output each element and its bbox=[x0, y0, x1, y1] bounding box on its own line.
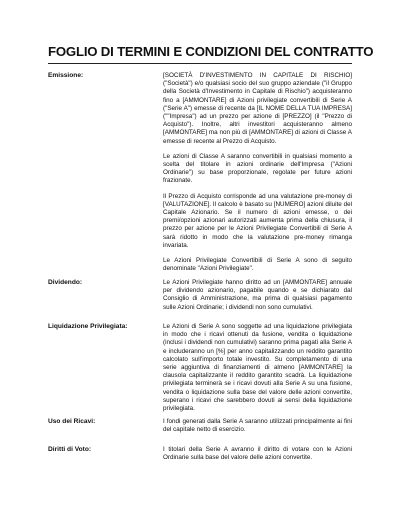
title-underline bbox=[48, 63, 352, 64]
section-content bbox=[163, 72, 352, 273]
section-paragraph: I titolari della Serie A avranno il diritto di votare con le Azioni Ordinarie sulla base del valore delle azioni convertite. bbox=[163, 446, 352, 462]
section-content bbox=[163, 418, 352, 434]
section-paragraph: Le Azioni Privilegiate Convertibili di Serie A sono di seguito denominate "Azioni Privilegiate". bbox=[163, 257, 352, 273]
document-title: FOGLIO DI TERMINI E CONDIZIONI DEL CONTRATTO bbox=[48, 44, 374, 59]
section-paragraph: Il Prezzo di Acquisto corrisponde ad una valutazione pre-money di [VALUTAZIONE]. Il calcolo è basato su [NUMERO] azioni diluite del Capitale Azionario. Se il numero di azioni emesse, o dei premi/opzioni azionari autorizzati aumenta prima della chiusura, il prezzo per azione per le Azioni Privilegiate Convertibili di Serie A sarà ridotto in modo che la valutazione pre-money rimanga invariata. bbox=[163, 192, 352, 249]
section-label: Diritti di Voto: bbox=[48, 446, 92, 453]
section-content bbox=[163, 323, 352, 413]
section-label: Uso dei Ricavi: bbox=[48, 418, 96, 425]
section-paragraph: I fondi generati dalla Serie A saranno utilizzati principalmente ai fini del capitale netto di esercizio. bbox=[163, 418, 352, 434]
section-paragraph: [SOCIETÀ D'INVESTIMENTO IN CAPITALE DI RISCHIO] ("Società") e/o qualsiasi socio del suo gruppo aziendale ("il Gruppo della Società d'Investimento in Capitale di Rischio") acquisteranno fino a [AMMONTARE] di Azioni privilegiate convertibili di Serie A ("Serie A") emesse di recente da [IL NOME DELLA TUA IMPRESA] (""Impresa") ad un prezzo per azione di [PREZZO] (il "Prezzo di Acquisto"). Inoltre, altri investitori acquisteranno almeno [AMMONTARE] ma non più di [AMMONTARE] di azioni di Classe A emesse di recente al Prezzo di Acquisto. bbox=[163, 72, 352, 145]
section-paragraph: Le Azioni di Serie A sono soggette ad una liquidazione privilegiata in modo che i ricavi ottenuti da fusione, vendita o liquidazione (inclusi i dividendi non cumulativi) saranno prima pagati alla Serie A e includeranno un [%] per anno capitalizzando un reddito garantito calcolato sull'importo totale investito. Su completamento di una serie aggiuntiva di finanziamenti di almeno [AMMONTARE] la clausola capitalizzante il reddito garantito scadrà. La liquidazione privilegiata terminerà se i ricavi dovuti alla Serie A su una fusione, vendita o liquidazione sulla base del valore delle azioni convertite, superano i ricavi che sarebbero dovuti ai sensi della liquidazione privilegiata. bbox=[163, 323, 352, 413]
section-label: Dividendo: bbox=[48, 279, 83, 286]
section-paragraph: Le azioni di Classe A saranno convertibili in qualsiasi momento a scelta del titolare in azioni ordinarie dell'Impresa ("Azioni Ordinarie") su base proporzionale, regolate per future azioni frazionate. bbox=[163, 152, 352, 185]
section-paragraph: Le Azioni Privilegiate hanno diritto ad un [AMMONTARE] annuale per dividendo azionario, pagabile quando e se dichiarato dal Consiglio di Amministrazione, ma prima di qualsiasi pagamento sulle Azioni Ordinarie; i dividendi non sono cumulativi. bbox=[163, 279, 352, 311]
section-content bbox=[163, 446, 352, 462]
section-label: Emissione: bbox=[48, 72, 84, 79]
section-label: Liquidazione Privilegiata: bbox=[48, 323, 128, 330]
section-content bbox=[163, 279, 352, 312]
